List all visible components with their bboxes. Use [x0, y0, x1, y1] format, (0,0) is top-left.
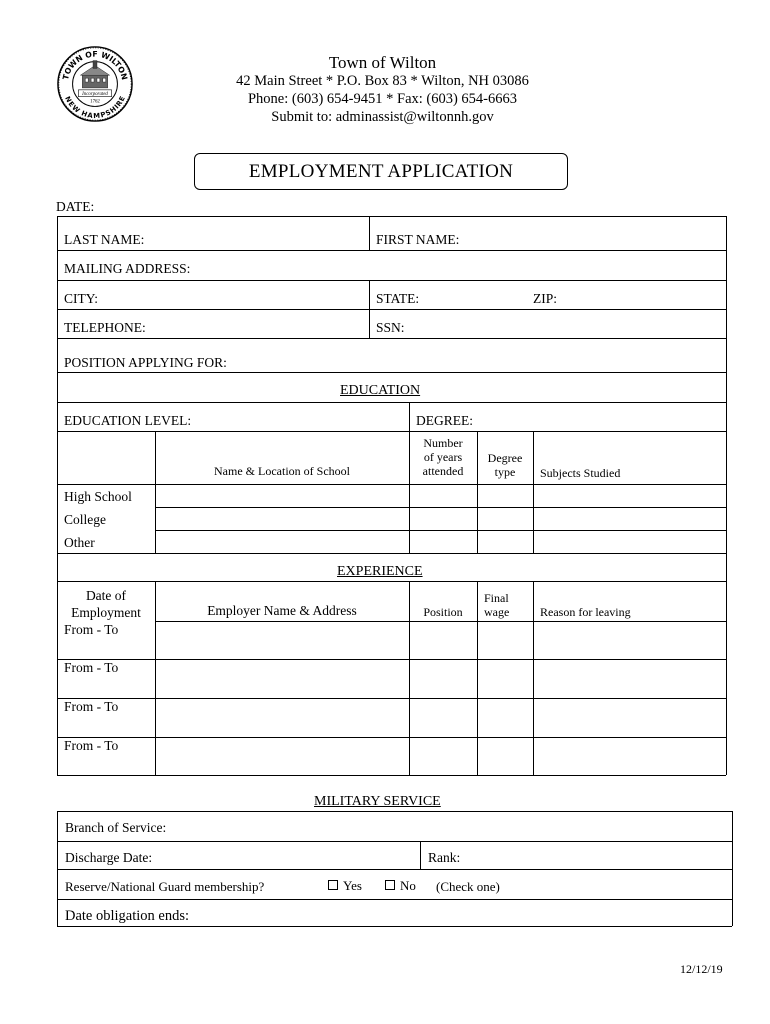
reserve-membership-label: Reserve/National Guard membership? — [65, 879, 265, 894]
experience-row-from-to: From - To — [64, 738, 119, 753]
seal-ribbon-text: Incorporated — [82, 92, 108, 98]
org-address: 42 Main Street * P.O. Box 83 * Wilton, NH 03086 — [236, 73, 529, 89]
seal-year: 1762 — [90, 99, 100, 105]
education-row-other: Other — [64, 535, 95, 550]
org-name: Town of Wilton — [328, 53, 437, 72]
revision-date: 12/12/19 — [680, 962, 723, 976]
school-column-header: Name & Location of School — [214, 464, 350, 478]
seal-bottom-text: NEW HAMPSHIRE — [63, 95, 127, 121]
svg-text:NEW HAMPSHIRE — [63, 95, 127, 120]
military-service-heading: MILITARY SERVICE — [314, 794, 441, 809]
building-illustration — [80, 61, 109, 88]
experience-row-from-to: From - To — [64, 699, 119, 714]
degree-field[interactable]: DEGREE: — [416, 413, 473, 428]
experience-row-from-to: From - To — [64, 622, 119, 637]
years-attended-column-header: Number of years attended — [422, 436, 464, 478]
rank-field[interactable]: Rank: — [428, 850, 461, 865]
checkbox-icon — [328, 880, 338, 890]
education-level-field[interactable]: EDUCATION LEVEL: — [64, 413, 192, 428]
discharge-date-field[interactable]: Discharge Date: — [65, 850, 153, 865]
org-submit-email: Submit to: adminassist@wiltonnh.gov — [271, 109, 494, 125]
no-checkbox[interactable]: No — [385, 878, 416, 894]
experience-heading: EXPERIENCE — [337, 564, 423, 579]
yes-checkbox[interactable]: Yes — [328, 878, 362, 894]
last-name-field[interactable]: LAST NAME: — [64, 232, 145, 247]
state-field[interactable]: STATE: — [376, 291, 420, 306]
position-column-header: Position — [423, 605, 463, 619]
date-label: DATE: — [56, 199, 95, 214]
subjects-column-header: Subjects Studied — [540, 466, 621, 480]
mailing-address-field[interactable]: MAILING ADDRESS: — [64, 261, 191, 276]
first-name-field[interactable]: FIRST NAME: — [376, 232, 460, 247]
reason-for-leaving-column-header: Reason for leaving — [540, 605, 631, 619]
ssn-field[interactable]: SSN: — [376, 320, 405, 335]
date-of-employment-column-header: Date of Employment — [71, 588, 141, 620]
education-row-college: College — [64, 512, 106, 527]
employer-column-header: Employer Name & Address — [207, 603, 357, 618]
telephone-field[interactable]: TELEPHONE: — [64, 320, 146, 335]
seal-top-text: TOWN OF WILTON — [61, 49, 130, 81]
final-wage-column-header: Final wage — [484, 591, 510, 619]
education-row-high-school: High School — [64, 489, 132, 504]
obligation-end-date-field[interactable]: Date obligation ends: — [65, 908, 190, 924]
check-one-note: (Check one) — [436, 879, 500, 894]
town-seal-logo — [56, 45, 134, 123]
city-field[interactable]: CITY: — [64, 291, 99, 306]
branch-of-service-field[interactable]: Branch of Service: — [65, 820, 167, 835]
form-title: EMPLOYMENT APPLICATION — [194, 153, 568, 190]
experience-row-from-to: From - To — [64, 660, 119, 675]
position-field[interactable]: POSITION APPLYING FOR: — [64, 355, 227, 370]
org-phone-fax: Phone: (603) 654-9451 * Fax: (603) 654-6663 — [247, 91, 518, 107]
zip-field[interactable]: ZIP: — [533, 291, 558, 306]
degree-type-column-header: Degree type — [487, 451, 523, 479]
checkbox-icon — [385, 880, 395, 890]
education-heading: EDUCATION — [340, 383, 421, 398]
